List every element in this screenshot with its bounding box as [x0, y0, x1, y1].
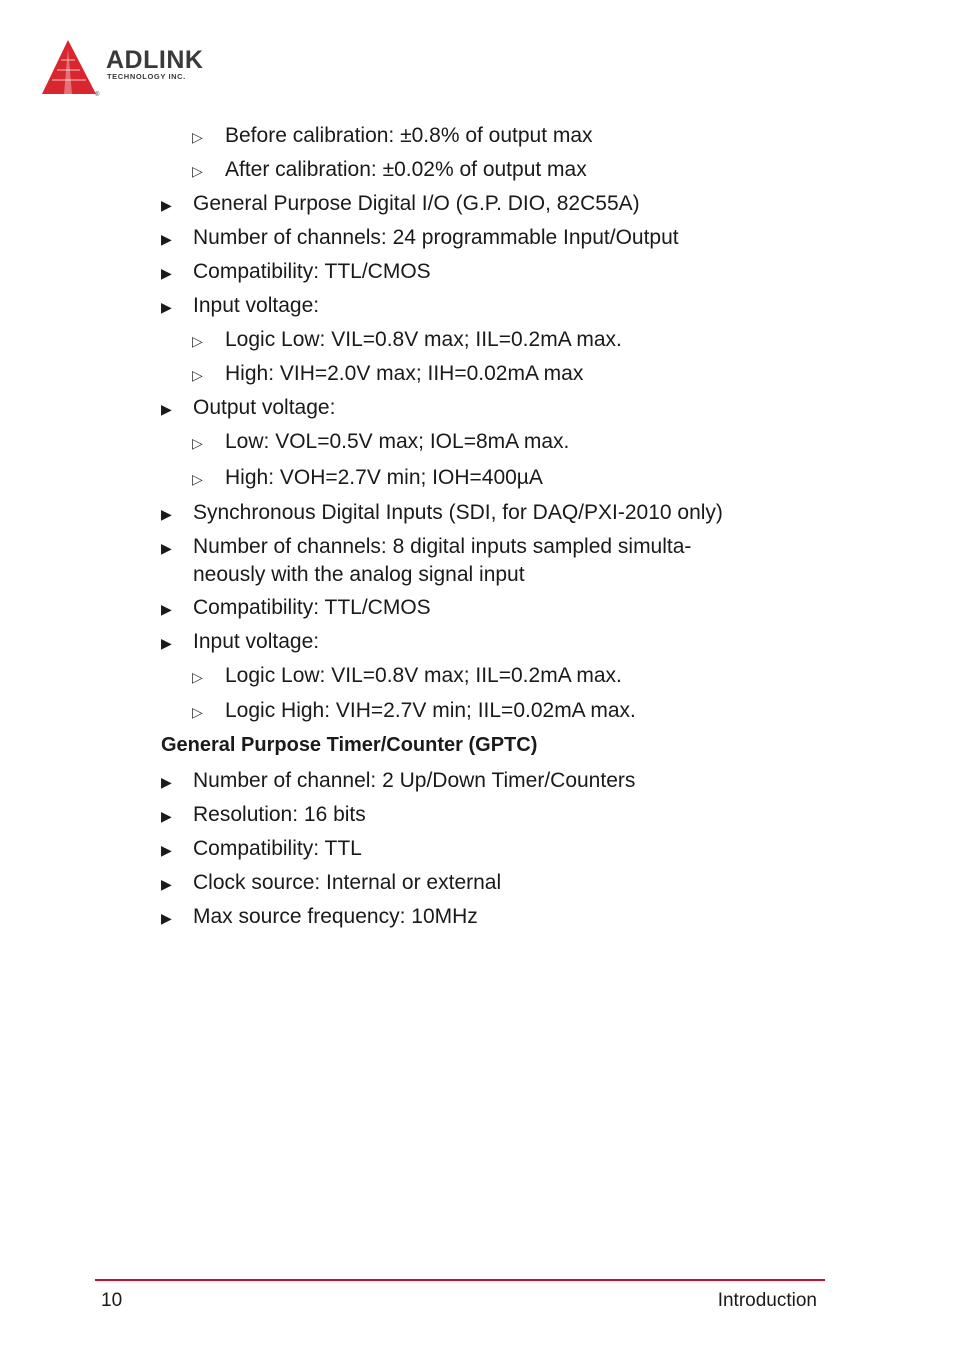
bullet-icon: ▶: [161, 910, 172, 926]
bullet-icon: ▶: [161, 601, 172, 617]
bullet-icon: ▶: [161, 635, 172, 651]
sub-bullet-icon: ▷: [192, 333, 203, 349]
bullet-icon: ▶: [161, 265, 172, 281]
logo-wordmark: ADLINK: [106, 46, 204, 74]
footer-section-title: Introduction: [717, 1290, 817, 1311]
bullet-icon: ▶: [161, 842, 172, 858]
bullet-icon: ▶: [161, 231, 172, 247]
bullet-icon: ▶: [161, 401, 172, 417]
sub-bullet-icon: ▷: [192, 129, 203, 145]
sub-bullet-icon: ▷: [192, 471, 203, 487]
section-heading: General Purpose Timer/Counter (GPTC): [161, 734, 538, 756]
bullet-icon: ▶: [161, 540, 172, 556]
sub-bullet-icon: ▷: [192, 367, 203, 383]
footer-divider: [95, 1279, 825, 1281]
bullet-icon: ▶: [161, 876, 172, 892]
logo-subtext: TECHNOLOGY INC.: [107, 72, 186, 81]
sub-bullet-icon: ▷: [192, 163, 203, 179]
sub-bullet-icon: ▷: [192, 669, 203, 685]
bullet-icon: ▶: [161, 506, 172, 522]
page-number: 10: [101, 1290, 123, 1311]
bullet-icon: ▶: [161, 808, 172, 824]
sub-bullet-icon: ▷: [192, 704, 203, 720]
bullet-icon: ▶: [161, 299, 172, 315]
adlink-logo: [42, 38, 242, 100]
sub-bullet-icon: ▷: [192, 435, 203, 451]
bullet-icon: ▶: [161, 774, 172, 790]
logo-registered-mark: ®: [95, 92, 100, 98]
bullet-icon: ▶: [161, 197, 172, 213]
logo-triangle-icon: [42, 38, 102, 100]
